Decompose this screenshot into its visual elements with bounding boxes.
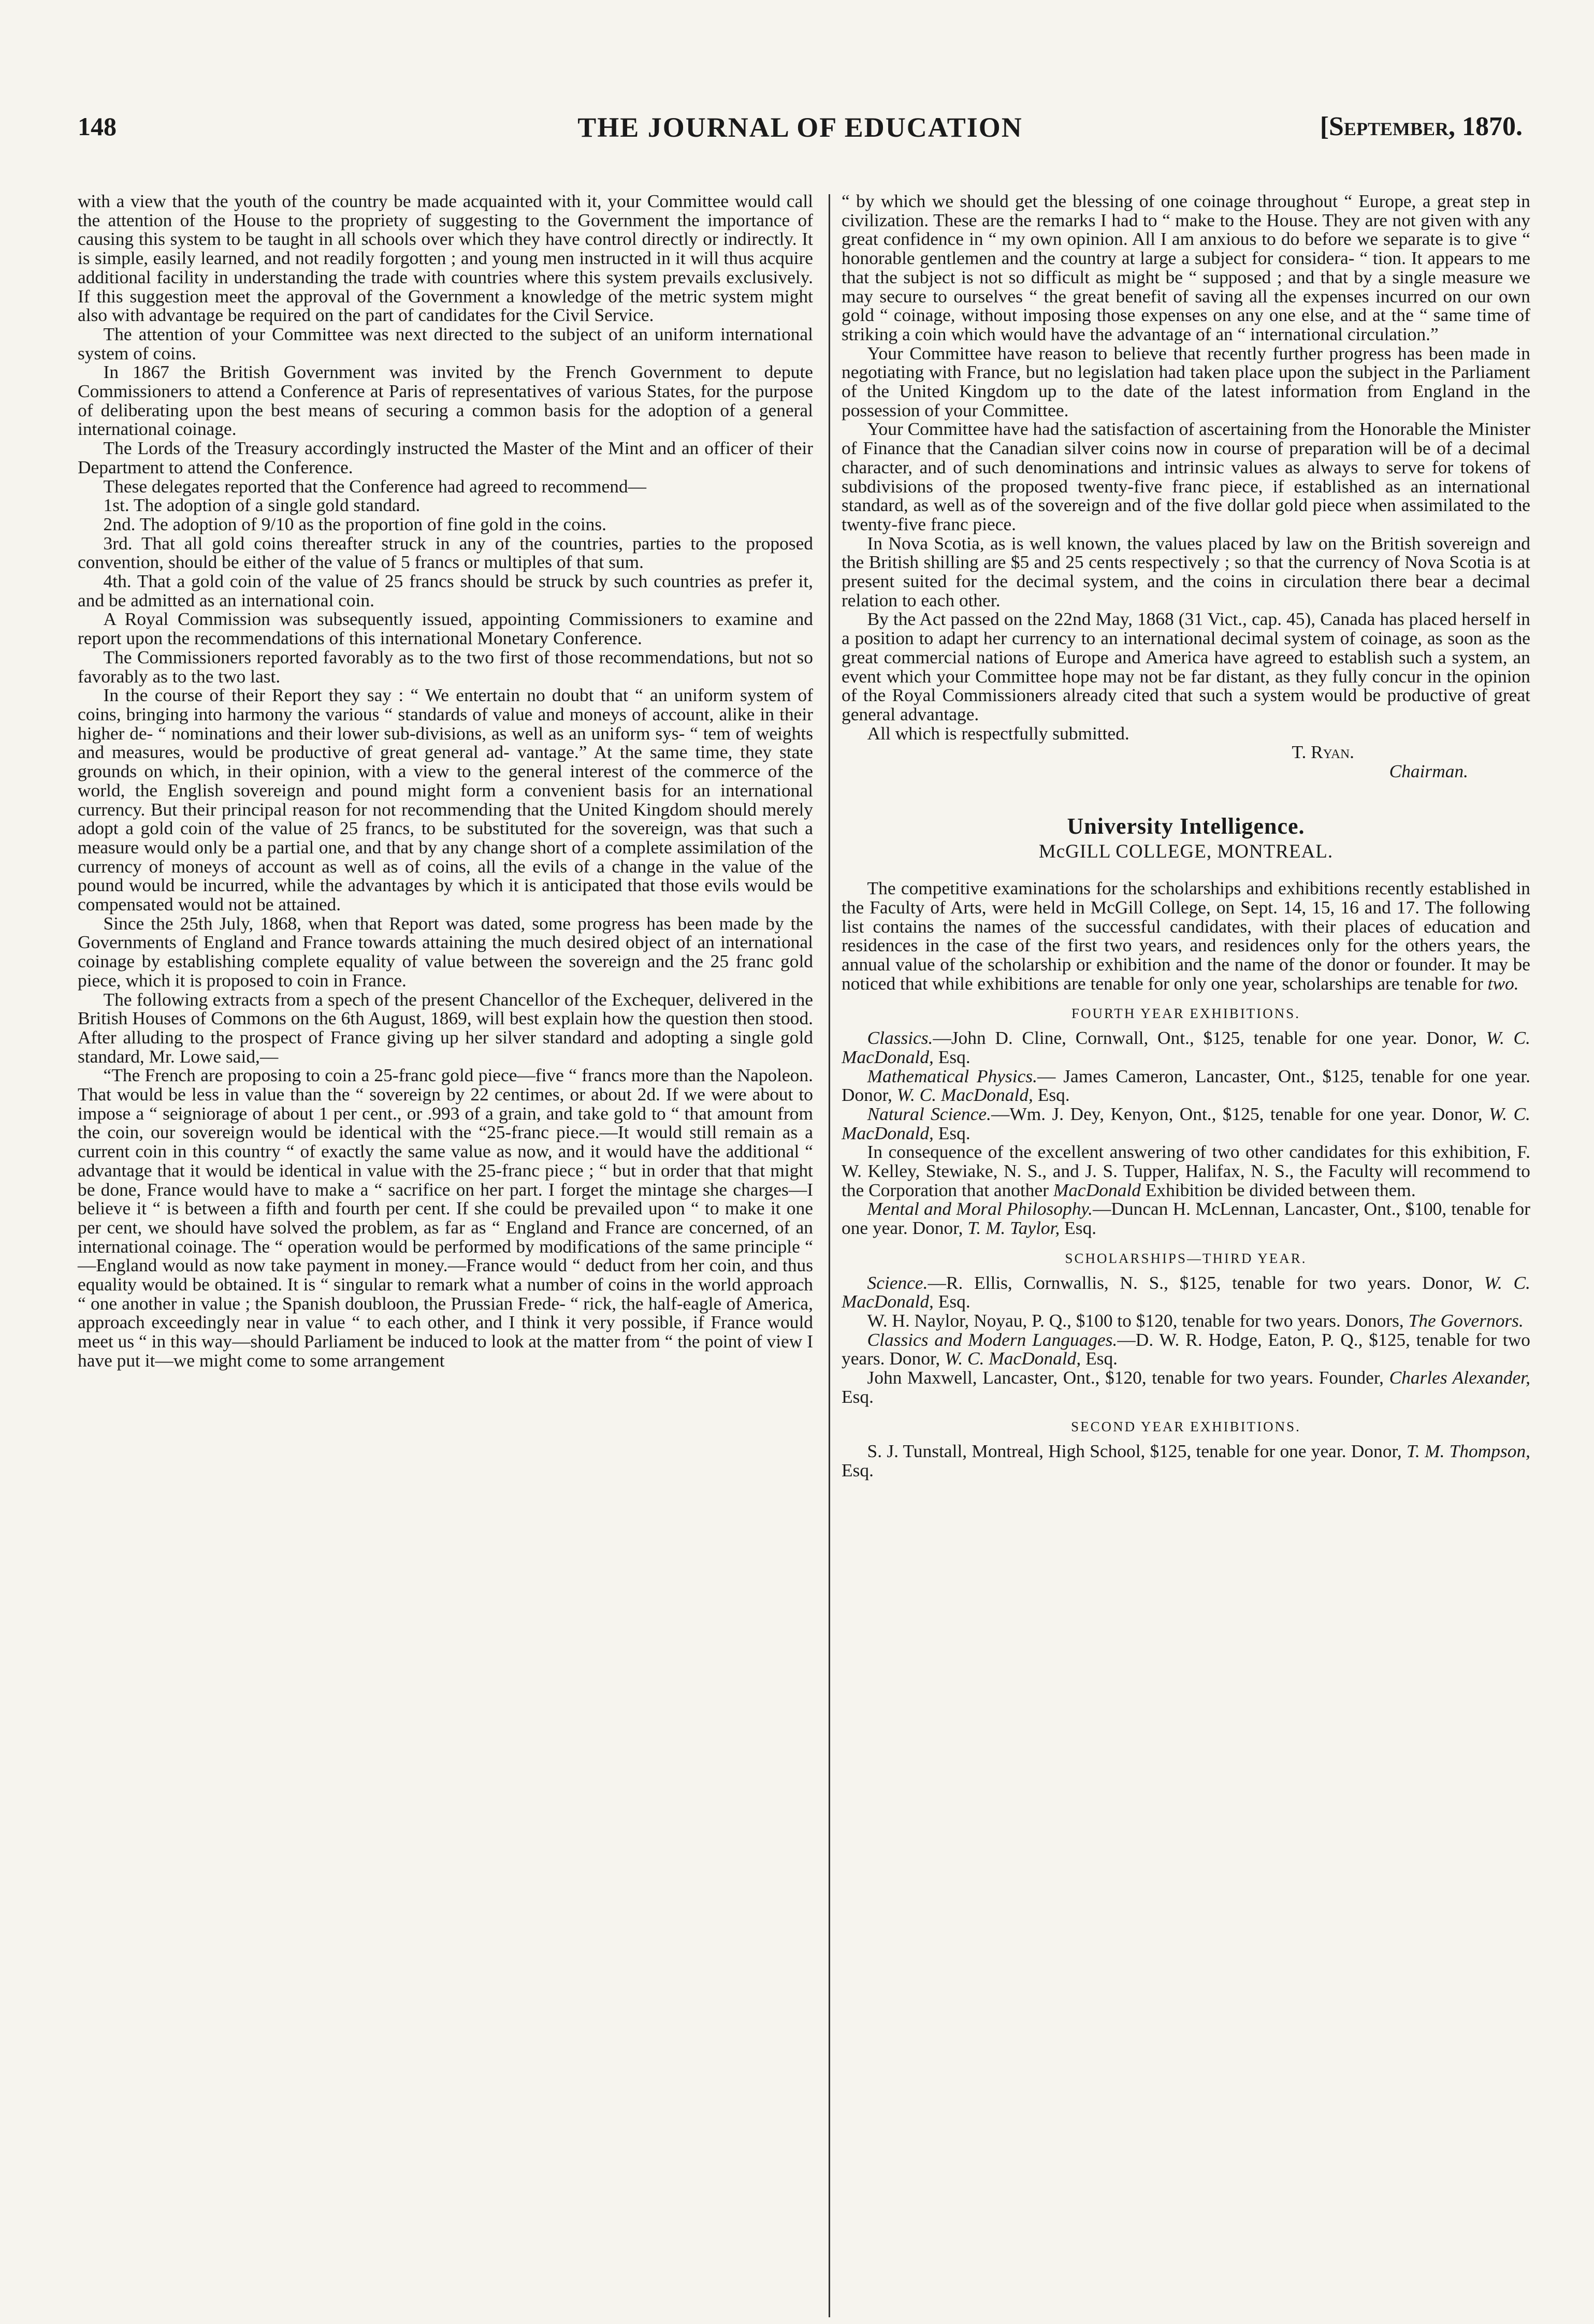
- entry-tail: Esq.: [842, 1386, 874, 1407]
- entry-tail: Esq.: [938, 1291, 970, 1312]
- entry-text: S. J. Tunstall, Montreal, High School, $125, tenable for one year. Donor,: [867, 1441, 1402, 1462]
- entry-tail: Esq.: [1037, 1084, 1070, 1106]
- sub-heading: McGILL COLLEGE, MONTREAL.: [1038, 840, 1334, 862]
- entry-tail: Esq.: [1085, 1348, 1118, 1369]
- page-header: [78, 111, 1523, 158]
- entry-text: —Duncan H. McLennan, Lancaster, Ont., $100, tenable for one year. Donor,: [842, 1198, 1530, 1239]
- list-item: 4th. That a gold coin of the value of 25 francs should be struck by such countries as prefer it, and be admitted as an international coin.: [78, 571, 813, 611]
- paragraph: with a view that the youth of the country be made acquainted with it, your Committee would call the attention of the House to the propriety of suggesting to the Government the importance of causing this system to be taught in all schools over which they have control directly or indirectly. It is simple, easily learned, and not readily forgotten ; and young men instructed in it will thus acquire additional facility in understanding the trade with countries where this system prevails exclusively. If this suggestion meet the approval of the Government a knowledge of the metric system might also with advantage be required on the part of candidates for the Civil Service.: [78, 191, 813, 326]
- entry-subject: Science.: [867, 1272, 928, 1293]
- entry-donor: W. C. MacDonald,: [896, 1084, 1033, 1106]
- column-divider: [829, 194, 830, 2317]
- closing-line: All which is respectfully submitted.: [867, 722, 1129, 744]
- journal-title: THE JOURNAL OF EDUCATION: [577, 112, 1023, 143]
- paragraph: The attention of your Committee was next directed to the subject of an uniform international system of coins.: [78, 323, 813, 364]
- scholarship-entry: [842, 1273, 1530, 1311]
- paragraph: In Nova Scotia, as is well known, the values placed by law on the British sovereign and the British shilling are $5 and 25 cents respectively ; so that the currency of Nova Scotia is at present suited for the decimal system, and the coins in circulation there bear a decimal relation to each other.: [842, 532, 1530, 611]
- list-item: 3rd. That all gold coins thereafter struck in any of the countries, parties to the proposed convention, should be either of the value of 5 francs or multiples of that sum.: [78, 532, 813, 573]
- entry-subject: Natural Science.: [867, 1103, 991, 1124]
- signer-name: T. Ryan.: [1292, 742, 1354, 763]
- paragraph: In the course of their Report they say : “ We entertain no doubt that “ an uniform system of coins, bringing into harmony the various “ standards of value and moneys of account, alike in their higher de- “ nominations and their lower sub-divisions, as well as an uniform sys- “ tem of weights and measures, would be productive of great general ad- vantage.” At the same time, they state grounds on which, in their opinion, with a view to the general interest of the commerce of the world, the English sovereign and pound might form a convenient basis for an international currency. But their principal reason for not recommending that the United Kingdom should merely adopt a gold coin of the value of 25 francs, to be substituted for the sovereign, was that such a measure would only be a partial one, and that by any change short of a complete assimilation of the currency of moneys of account as well as of coins, all the evils of a change in the value of the pound would be incurred, while the advantages by which it is anticipated that those evils would be compensated would not be attained.: [78, 685, 813, 915]
- entry-text: —R. Ellis, Cornwallis, N. S., $125, tenable for two years. Donor,: [928, 1272, 1473, 1293]
- paragraph: These delegates reported that the Conference had agreed to recommend—: [103, 475, 647, 497]
- entry-emphasis: MacDonald: [1053, 1179, 1141, 1200]
- scholarship-entry: [842, 1368, 1530, 1406]
- entry-text: W. H. Naylor, Noyau, P. Q., $100 to $120, tenable for two years. Donors,: [867, 1310, 1404, 1331]
- intro-paragraph: [842, 879, 1530, 993]
- entry-donor: W. C. MacDonald,: [842, 1027, 1530, 1067]
- entry-subject: Classics.: [867, 1027, 933, 1049]
- entry-subject: Classics and Modern Languages.: [867, 1329, 1118, 1350]
- paragraph: The following extracts from a spech of the present Chancellor of the Exchequer, delivered in the British Houses of Commons on the 6th August, 1869, will best explain how the question then stood. After alluding to the prospect of France giving up her silver standard and adopting a single gold standard, Mr. Lowe said,—: [78, 989, 813, 1067]
- consequence-paragraph: [842, 1142, 1530, 1199]
- exhibition-entry: [842, 1442, 1530, 1479]
- paragraph: The Lords of the Treasury accordingly instructed the Master of the Mint and an officer of their Department to attend the Conference.: [78, 438, 813, 477]
- entry-donor: T. M. Thompson,: [1406, 1441, 1530, 1462]
- entry-tail: Esq.: [842, 1459, 874, 1480]
- right-column: [842, 192, 1530, 1480]
- intro-text: The competitive examinations for the scholarships and exhibitions recently established in the Faculty of Arts, were held in McGill College, on Sept. 14, 15, 16 and 17. The following list contains the names of the successful candidates, with their places of education and residences in the case of the first two years, and residences only for the others years, the annual value of the scholarship or exhibition and the name of the donor or founder. It may be noticed that while exhibitions are tenable for only one year, scholarships are tenable for: [842, 878, 1530, 994]
- paragraph: Since the 25th July, 1868, when that Report was dated, some progress has been made by the Governments of England and France towards attaining the much desired object of an international coinage by establishing complete equality of value between the sovereign and the 25 franc gold piece, which it is proposed to coin in France.: [78, 912, 813, 991]
- quotation-continued: “ by which we should get the blessing of one coinage throughout “ Europe, a great step in civilization. These are the remarks I had to “ make to the House. They are not given with any great confidence in “ my own opinion. All I am anxious to do before we separate is to give “ honorable gentlemen and the country at large a subject for considera- “ tion. It appears to me that the subject is not so difficult as might be “ supposed ; and that by a single measure we may secure to ourselves “ the great benefit of saving all the expenses incurred on our own gold “ coinage, without imposing those expenses on any one else, and at the “ same time of striking a coin which would have the advantage of an “ international circulation.”: [842, 191, 1530, 344]
- entry-subject: Mathematical Physics.: [867, 1065, 1037, 1086]
- entry-donor: W. C. MacDonald,: [945, 1348, 1081, 1369]
- second-year-heading: SECOND YEAR EXHIBITIONS.: [1071, 1419, 1301, 1435]
- exhibition-entry: [842, 1199, 1530, 1237]
- entry-text: — James Cameron, Lancaster, Ont., $125, tenable for one year. Donor,: [842, 1065, 1531, 1106]
- entry-tail: Esq.: [938, 1046, 970, 1067]
- entry-subject: Mental and Moral Philosophy.: [867, 1198, 1093, 1219]
- paragraph: Your Committee have had the satisfaction of ascertaining from the Honorable the Minister of Finance that the Canadian silver coins now in course of preparation will be of a decimal character, and of such denominations and intrinsic values as always to serve for tokens of subdivisions of the proposed twenty-five franc piece, if established as an international standard, as well as of the sovereign and of the five dollar gold piece when assimilated to the twenty-five franc piece.: [842, 418, 1530, 534]
- entry-tail: Exhibition be divided between them.: [1145, 1179, 1416, 1200]
- entry-text: In consequence of the excellent answering of two other candidates for this exhibition, F. W. Kelley, Stewiake, N. S., and J. S. Tupper, Halifax, N. S., the Faculty will recommend to the Corporation that another: [842, 1141, 1530, 1200]
- entry-text: —John D. Cline, Cornwall, Ont., $125, tenable for one year. Donor,: [933, 1027, 1477, 1049]
- paragraph: By the Act passed on the 22nd May, 1868 (31 Vict., cap. 45), Canada has placed herself in a position to adapt her currency to an international decimal system of coinage, as soon as the great commercial nations of Europe and America have agreed to establish such a system, an event which your Committee hope may not be far distant, as they fully concur in the opinion of the Royal Commissioners already cited that such a system would be productive of great general advantage.: [842, 608, 1530, 724]
- exhibition-entry: [842, 1028, 1530, 1066]
- entry-tail: Esq.: [1064, 1217, 1097, 1239]
- scholarship-entry: [842, 1330, 1530, 1368]
- entry-tail: Esq.: [938, 1122, 970, 1143]
- entry-donor: Charles Alexander,: [1389, 1367, 1530, 1388]
- entry-text: —Wm. J. Dey, Kenyon, Ont., $125, tenable for one year. Donor,: [991, 1103, 1483, 1124]
- exhibition-entry: [842, 1105, 1530, 1142]
- entry-text: —D. W. R. Hodge, Eaton, P. Q., $125, tenable for two years. Donor,: [842, 1329, 1530, 1369]
- left-column: [78, 192, 813, 1370]
- paragraph: The Commissioners reported favorably as to the two first of those recommendations, but not so favorably as to the two last.: [78, 646, 813, 687]
- scholarship-entry: [842, 1311, 1530, 1330]
- exhibition-entry: [842, 1067, 1530, 1105]
- third-year-heading: SCHOLARSHIPS—THIRD YEAR.: [1065, 1250, 1307, 1266]
- entry-donor: The Governors.: [1408, 1310, 1524, 1331]
- quotation: “The French are proposing to coin a 25-franc gold piece—five “ francs more than the Napoleon. That would be less in value than the “ sovereign by 22 centimes, or about 2d. If we were about to impose a “ seigniorage of about 1 per cent., or .993 of a grain, and take gold to “ that amount from the coin, our sovereign would be identical with the “25-franc piece.—It would still remain as a current coin in this country “ of exactly the same value as now, and it would have the additional “ advantage that it would be identical in value with the 25-franc piece ; “ but in order that that might be done, France would have to make a “ sacrifice on her part. I forget the mintage she charges—I believe it “ is between a fifth and fourth per cent. If she could be prevailed upon “ to make it one per cent, we should have solved the problem, as far as “ England and France are concerned, of an international coinage. The “ operation would be performed by modifications of the same principle “ —England would as now take payment in money.—France would “ deduct from her coin, and thus equality would be obtained. It is “ singular to remark what a number of coins in the world approach “ one another in value ; the Spanish doubloon, the Prussian Frede- “ rick, the half-eagle of America, approach exceedingly near in value “ to each other, and I think it very possible, if France would meet us “ in this way—should Parliament be induced to look at the matter from “ the point of view I have put it—we might come to some arrangement: [78, 1065, 813, 1371]
- entry-donor: W. C. MacDonald,: [842, 1103, 1530, 1143]
- list-item: 2nd. The adoption of 9/10 as the proportion of fine gold in the coins.: [103, 513, 606, 534]
- signer-title: Chairman.: [1389, 761, 1468, 782]
- paragraph: A Royal Commission was subsequently issued, appointing Commissioners to examine and report upon the recommendations of this international Monetary Conference.: [78, 608, 813, 649]
- intro-emphasis: two.: [1487, 972, 1519, 994]
- issue-date: [September, 1870.: [1320, 112, 1523, 141]
- entry-text: John Maxwell, Lancaster, Ont., $120, tenable for two years. Founder,: [867, 1367, 1384, 1388]
- fourth-year-heading: FOURTH YEAR EXHIBITIONS.: [1071, 1006, 1301, 1022]
- paragraph: Your Committee have reason to believe that recently further progress has been made in negotiating with France, but no legislation had taken place upon the subject in the Parliament of the United Kingdom up to the date of the latest information from England in the possession of your Committee.: [842, 342, 1530, 420]
- paragraph: In 1867 the British Government was invited by the French Government to depute Commissioners to attend a Conference at Paris of representatives of various States, for the purpose of deliberating upon the best means of securing a common basis for the adoption of a general international coinage.: [78, 361, 813, 440]
- entry-donor: W. C. MacDonald,: [842, 1272, 1530, 1312]
- page-number: 148: [78, 112, 117, 141]
- entry-donor: T. M. Taylor,: [967, 1217, 1060, 1239]
- section-heading: University Intelligence.: [1067, 813, 1305, 839]
- list-item: 1st. The adoption of a single gold standard.: [103, 495, 421, 516]
